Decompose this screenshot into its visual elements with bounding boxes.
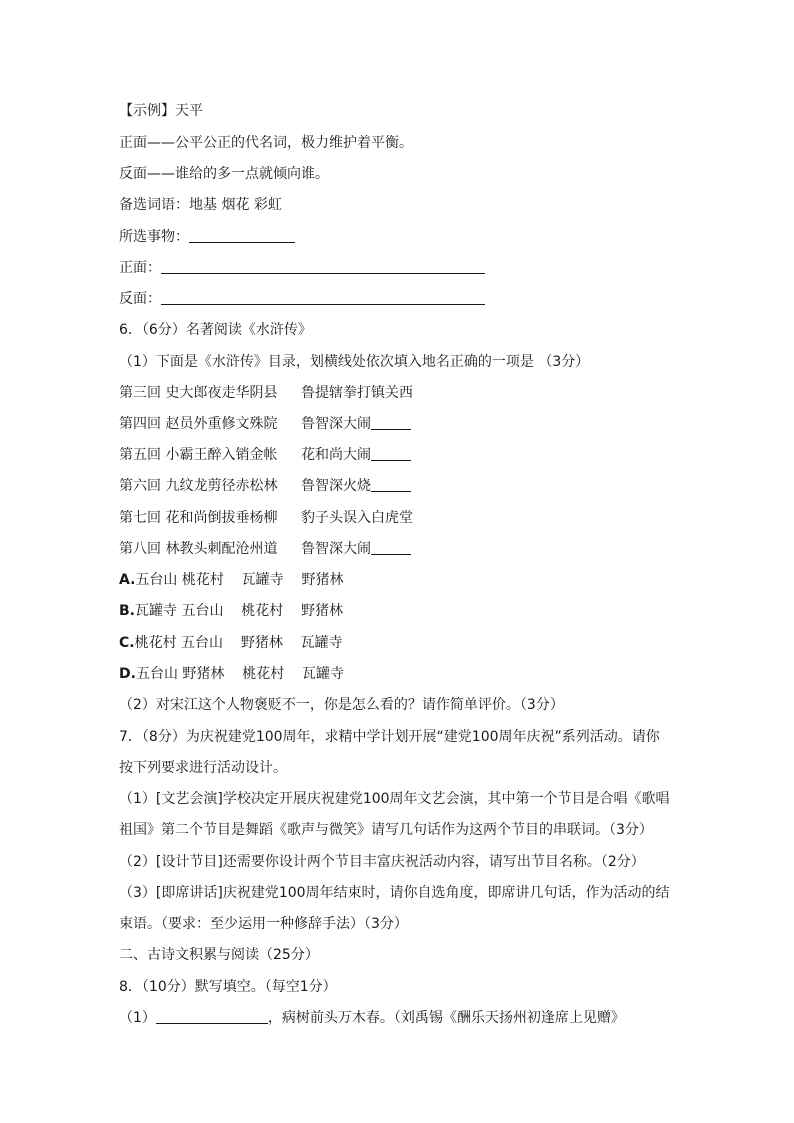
chapter-subtitle: 鲁智深大闹 <box>301 541 371 557</box>
q7-heading-1: 7．（8分）为庆祝建党100周年，求精中学计划开展“建党100周年庆祝”系列活动。请你 <box>119 729 660 745</box>
chapter-row <box>119 414 411 434</box>
option-c[interactable] <box>119 633 343 653</box>
chapter-blank[interactable] <box>371 415 411 430</box>
chapter-title: 第七回 花和尚倒拔垂杨柳 <box>119 510 278 526</box>
chapter-blank[interactable] <box>371 540 411 555</box>
q8-sub1-blank[interactable] <box>156 1009 268 1024</box>
chapter-title: 第八回 林教头刺配沧州道 <box>119 541 278 557</box>
option-text: 五台山 野猪林 桃花村 瓦罐寺 <box>135 666 345 682</box>
q6-sub1: （1）下面是《水浒传》目录，划横线处依次填入地名正确的一项是 （3分） <box>119 354 590 370</box>
q7-sub1-2: 祖国》第二个节目是舞蹈《歌声与微笑》请写几句话作为这两个节目的串联词。（3分） <box>119 822 653 838</box>
chosen-item-label: 所选事物： <box>119 229 189 245</box>
back-label: 反面： <box>119 291 161 307</box>
chapter-blank[interactable] <box>371 446 411 461</box>
chosen-item-blank[interactable] <box>189 228 295 243</box>
q6-sub2: （2）对宋江这个人物褒贬不一，你是怎么看的？请作简单评价。（3分） <box>119 697 564 713</box>
chapter-title: 第三回 史大郎夜走华阴县 <box>119 385 278 401</box>
q7-sub2: （2）[设计节目]还需要你设计两个节目丰富庆祝活动内容，请写出节目名称。（2分） <box>119 854 645 870</box>
back-line <box>119 289 485 309</box>
chapter-row <box>119 383 413 403</box>
q8-sub1 <box>119 1008 625 1028</box>
option-text: 桃花村 五台山 野猪林 瓦罐寺 <box>134 635 343 651</box>
front-line <box>119 258 485 278</box>
chosen-item-line <box>119 227 295 247</box>
chapter-subtitle: 鲁智深火烧 <box>301 478 371 494</box>
chapter-title: 第四回 赵员外重修文殊院 <box>119 416 278 432</box>
candidate-words: 备选词语：地基 烟花 彩虹 <box>119 197 282 213</box>
example-heading: 【示例】天平 <box>119 103 203 119</box>
front-label: 正面： <box>119 260 161 276</box>
option-letter: D. <box>119 666 136 682</box>
chapter-row <box>119 476 411 496</box>
front-blank[interactable] <box>161 259 485 274</box>
q7-sub1-1: （1）[文艺会演]学校决定开展庆祝建党100周年文艺会演，其中第一个节目是合唱《歌唱 <box>119 791 670 807</box>
option-a[interactable] <box>119 570 343 590</box>
option-letter: B. <box>119 603 135 619</box>
chapter-row <box>119 539 411 559</box>
option-text: 瓦罐寺 五台山 桃花村 野猪林 <box>135 603 344 619</box>
chapter-row <box>119 508 413 528</box>
option-letter: A. <box>119 572 136 588</box>
q6-heading: 6．（6分）名著阅读《水浒传》 <box>119 322 312 338</box>
chapter-subtitle: 花和尚大闹 <box>301 447 371 463</box>
chapter-blank[interactable] <box>371 477 411 492</box>
option-letter: C. <box>119 635 135 651</box>
chapter-title: 第五回 小霸王醉入销金帐 <box>119 447 278 463</box>
back-blank[interactable] <box>161 290 485 305</box>
option-text: 五台山 桃花村 瓦罐寺 野猪林 <box>135 572 344 588</box>
chapter-row <box>119 445 411 465</box>
q8-sub1-text: ，病树前头万木春。（刘禹锡《酬乐天扬州初逢席上见赠》 <box>267 1010 625 1026</box>
q8-heading: 8．（10分）默写填空。（每空1分） <box>119 979 337 995</box>
chapter-subtitle: 鲁智深大闹 <box>301 416 371 432</box>
example-front: 正面——公平公正的代名词，极力维护着平衡。 <box>119 135 413 151</box>
q7-sub3-2: 束语。（要求：至少运用一种修辞手法）（3分） <box>119 916 408 932</box>
q7-heading-2: 按下列要求进行活动设计。 <box>119 760 287 776</box>
example-back: 反面——谁给的多一点就倾向谁。 <box>119 166 329 182</box>
chapter-subtitle: 豹子头误入白虎堂 <box>301 510 413 526</box>
option-d[interactable] <box>119 664 344 684</box>
chapter-title: 第六回 九纹龙剪径赤松林 <box>119 478 278 494</box>
option-b[interactable] <box>119 601 343 621</box>
q7-sub3-1: （3）[即席讲话]庆祝建党100周年结束时，请你自选角度，即席讲几句话，作为活动的结 <box>119 885 670 901</box>
q8-sub1-prefix: （1） <box>119 1010 156 1026</box>
section-2-heading: 二、古诗文积累与阅读（25分） <box>119 947 319 963</box>
chapter-subtitle: 鲁提辖拳打镇关西 <box>301 385 413 401</box>
